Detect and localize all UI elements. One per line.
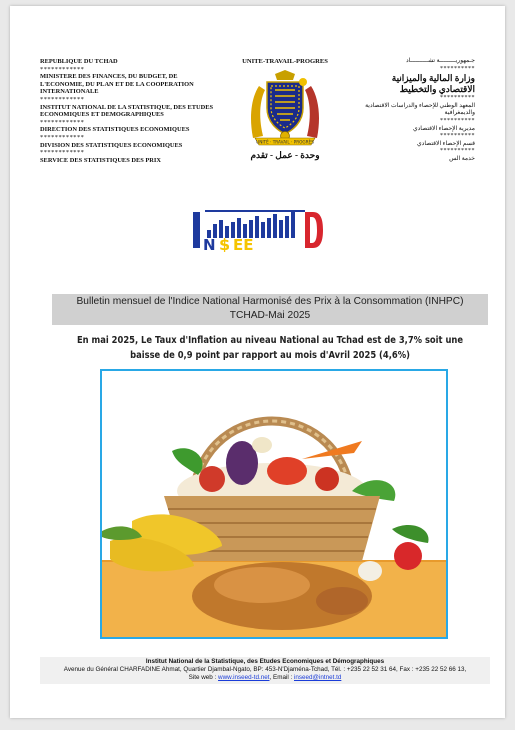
chad-coat-of-arms [245,68,325,148]
header-center-block [225,58,345,161]
header-right-separator: ********** [440,133,475,140]
inseed-logo [193,206,323,252]
svg-text:N: N [203,236,216,252]
header-right-separator: ********** [440,117,475,124]
inflation-headline: En mai 2025, Le Taux d'Inflation au niveau National au Tchad est de 3,7% soit une baisse de 0,9 point par rapport au mois d'Avril 2025 (4,6%) [76,335,464,361]
header-right-separator: ********** [440,148,475,155]
footer [40,657,490,684]
cover-photo [100,369,448,639]
header-right-block [355,58,475,164]
website-link[interactable]: www.inseed-td.net [218,674,270,681]
header-right-line: جـمهوريـــــــــة تشــــــــــاد [405,58,475,64]
vegetable-basket-illustration [102,371,446,637]
motto-arabic: وحدة - عمل - تقدم [250,150,320,160]
header-right-line: خدمة الس [449,155,475,162]
header-right-separator: ********** [440,65,475,72]
header-left-line: DIVISION DES STATISTIQUES ECONOMIQUES [40,141,183,149]
header-left-separator: ************ [40,133,85,141]
emblem-lettering: UNITÉ · TRAVAIL · PROGRÈS [256,139,314,145]
header-left-line: DIRECTION DES STATISTIQUES ECONOMIQUES [40,126,190,134]
header-left-separator: ************ [40,95,85,103]
header-left-separator: ************ [40,149,85,157]
header-left-line: MINISTERE DES FINANCES, DU BUDGET, DE L'ECONOMIE, DU PLAN ET DE LA COOPERATION INTERNATIONALE [40,73,194,96]
svg-text:$: $ [219,235,231,252]
footer-contact [40,674,490,682]
motto-french: UNITE-TRAVAIL-PROGRES [242,58,328,65]
bulletin-period: TCHAD-Mai 2025 [229,310,311,321]
svg-text:EE: EE [233,236,254,252]
header-left-line: SERVICE DES STATISTIQUES DES PRIX [40,156,161,164]
header-right-line: المعهد الوطني للإحصاء والدراسات الاقتصادية والديمغرافية [365,102,475,117]
header-left-separator: ************ [40,118,85,126]
header-left-line: INSTITUT NATIONAL DE LA STATISTIQUE, DES ETUDES ECONOMIQUES ET DEMOGRAPHIQUES [40,103,214,119]
header-right-separator: ********** [440,95,475,102]
header-left-line: REPUBLIQUE DU TCHAD [40,58,118,65]
bulletin-title: Bulletin mensuel de l'Indice National Harmonisé des Prix à la Consommation (INHPC) [76,296,464,307]
bulletin-title-band [52,294,488,325]
header-left-block [40,58,220,164]
footer-address: Avenue du Général CHARFADINE Ahmat, Quartier Djambal-Ngato, BP: 453-N'Djaména-Tchad, Tél. : +235 22 52 31 64, Fax : +235 22 52 66 13, [63,666,467,673]
footer-site-label: Site web : [188,674,219,681]
email-link[interactable]: inseed@intnet.td [294,674,342,681]
footer-institute: Institut National de la Statistique, des Etudes Economiques et Démographiques [145,658,385,665]
header-right-line: قسم الإحصاء الاقتصادي [416,140,475,147]
footer-email-label: , Email : [269,674,294,681]
document-page [10,6,505,718]
header-left-separator: ************ [40,65,85,73]
header-right-line: مديرية الإحصاء الاقتصادي [412,125,475,132]
header-right-line: وزارة المالية والميزانية الاقتصادي والتخطيط [391,73,475,95]
